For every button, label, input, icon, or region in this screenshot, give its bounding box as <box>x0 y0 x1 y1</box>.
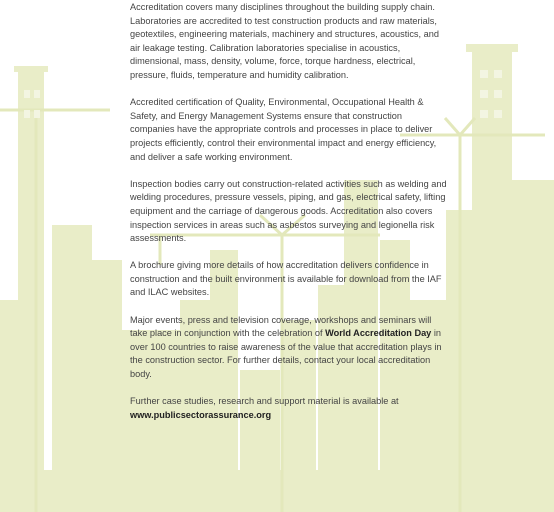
paragraph-brochure: A brochure giving more details of how accreditation delivers confidence in construction and the built environment is available for download from the IAF and ILAC websites. <box>130 260 442 298</box>
paragraph-further-studies <box>130 395 448 422</box>
paragraph-events <box>130 314 448 382</box>
article-body <box>130 1 448 436</box>
events-text-start: Major events, press and television coverage, workshops and seminars will take place in conjunction with the celebration of <box>130 314 432 339</box>
paragraph-certification: Accredited certification of Quality, Environmental, Occupational Health & Safety, and Energy Management Systems ensure that construction companies have the appropriate controls and processes in place to deliver projects efficiently, control their environmental impact and energy efficiency, and deliver a safe working environment. <box>130 97 437 162</box>
further-studies-text: Further case studies, research and support material is available at <box>130 396 399 407</box>
paragraph-inspection: Inspection bodies carry out construction-related activities such as welding and welding procedures, pressure vessels, piping, and gas, electrical safety, lifting equipment and the carriage of dangerous goods. Accreditation also covers inspection services in areas such as asbestos surveying and legionella risk assessments. <box>130 178 447 244</box>
website-link[interactable]: www.publicsectorassurance.org <box>130 409 272 420</box>
world-accreditation-day: World Accreditation Day <box>325 328 432 339</box>
events-text-end: in over 100 countries to raise awareness of the value that accreditation plays in the construction sector. For further details, contact your local accreditation body. <box>130 328 442 380</box>
paragraph-disciplines: Accreditation covers many disciplines throughout the building supply chain. Laboratories are accredited to test construction products and raw materials, geotextiles, engineering materials, machinery and structures, acoustics, and air leakage testing. Calibration laboratories specialise in acoustics, dimensional, mass, density, volume, force, torque hardness, electrical, pressure, fluids, temperature and humidity calibration. <box>130 2 439 80</box>
